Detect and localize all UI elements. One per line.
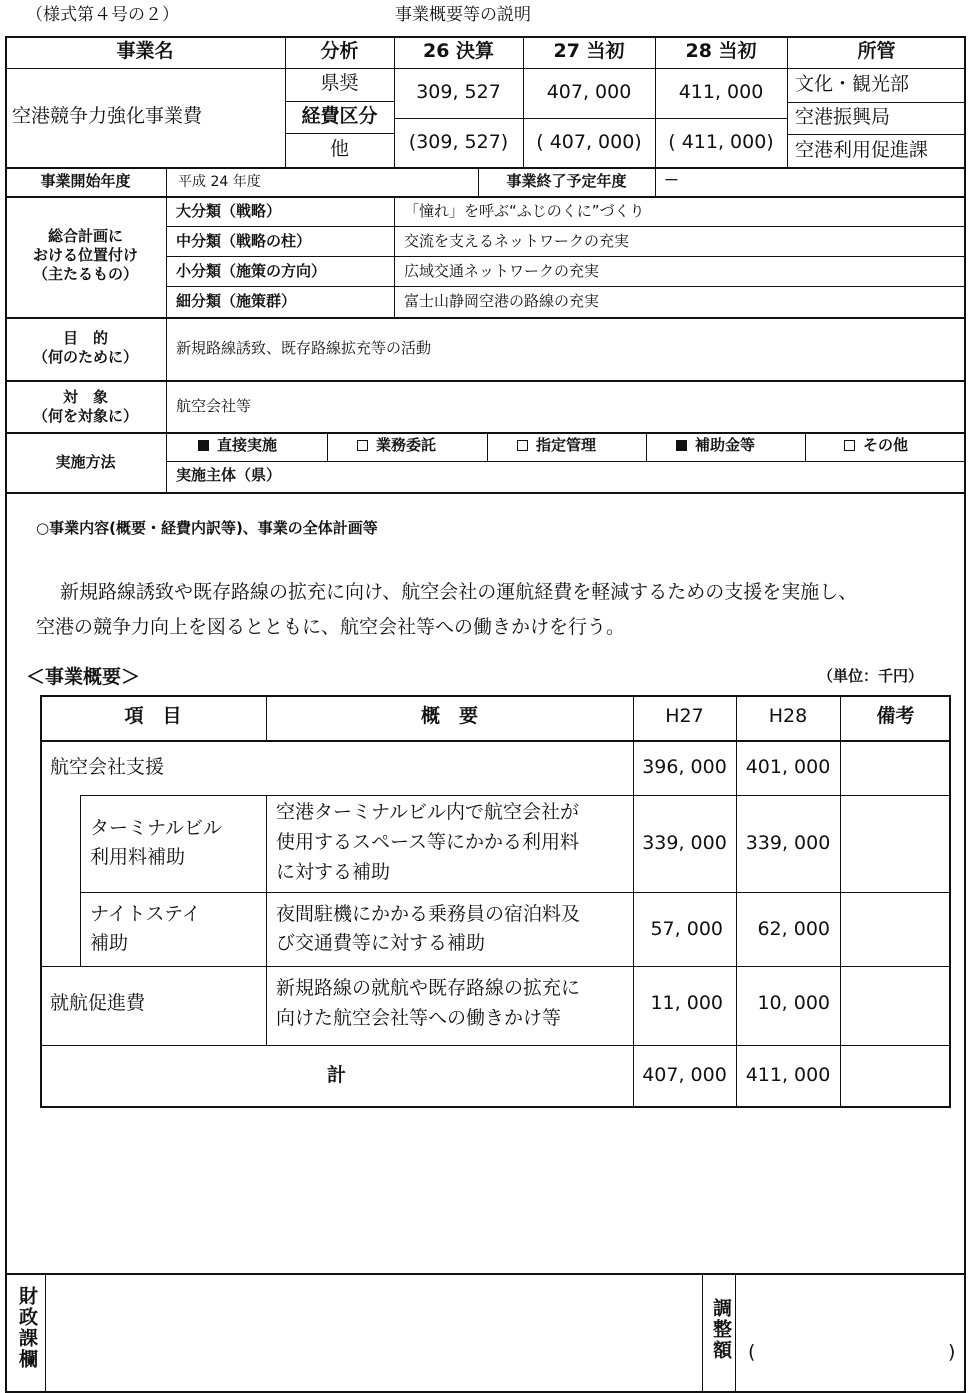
sho-bunrui-value: 広域交通ネットワークの充実	[404, 262, 600, 280]
chu-bunrui-label: 中分類（戦略の柱）	[176, 232, 312, 250]
row-nightstay-desc-1: 夜間駐機にかかる乗務員の宿泊料及	[276, 903, 581, 925]
total-label: 計	[326, 1064, 346, 1086]
sogo-label-3: （主たるもの）	[32, 265, 138, 283]
zaisei-ka-label: 財政課欄	[16, 1286, 38, 1370]
chosei-label: 調整額	[710, 1298, 732, 1361]
total-h28: 411, 000	[745, 1064, 831, 1086]
row-terminal-h27: 339, 000	[642, 832, 727, 854]
col-h28: H28	[768, 705, 808, 727]
dai-bunrui-value: 「憧れ」を呼ぶ“ふじのくに”づくり	[404, 202, 645, 220]
row-terminal-h28: 339, 000	[745, 832, 831, 854]
naiyo-heading: ○事業内容(概要・経費内訳等)、事業の全体計画等	[36, 519, 378, 537]
chu-bunrui-value: 交流を支えるネットワークの充実	[404, 232, 630, 250]
bunseki-label: 分析	[320, 40, 359, 62]
unit-label: （単位：千円）	[818, 667, 924, 685]
col-gaiyo: 概 要	[420, 705, 478, 727]
row-shuko-desc-2: 向けた航空会社等への働きかけ等	[276, 1007, 562, 1029]
row-nightstay-item-1: ナイトステイ	[90, 903, 201, 925]
row-nightstay-item-2: 補助	[90, 932, 129, 954]
col-28-tosho: 28 当初	[685, 40, 757, 62]
row-airline-support-h27: 396, 000	[642, 756, 727, 778]
end-year-label: 事業終了予定年度	[506, 172, 627, 190]
value-27: 407, 000	[546, 81, 632, 103]
option-hojokin: 補助金等	[676, 437, 755, 454]
mokuteki-label: 目 的	[62, 329, 108, 347]
dai-bunrui-label: 大分類（戦略）	[176, 202, 282, 220]
paren-value-27: ( 407, 000)	[536, 131, 642, 153]
value-28: 411, 000	[678, 81, 764, 103]
taisho-value: 航空会社等	[176, 397, 252, 415]
shokan-ka: 空港利用促進課	[795, 139, 929, 161]
row-nightstay-h27: 57, 000	[650, 918, 723, 940]
col-h27: H27	[665, 705, 704, 727]
value-26: 309, 527	[416, 81, 501, 103]
sho-bunrui-label: 小分類（施策の方向）	[176, 262, 327, 280]
gaiyo-heading: ＜事業概要＞	[26, 666, 141, 688]
naiyo-line-1: 新規路線誘致や既存路線の拡充に向け、航空会社の運航経費を軽減するための支援を実施し、	[60, 581, 858, 603]
chosei-close-paren: )	[948, 1341, 956, 1363]
row-terminal-item-2: 利用料補助	[90, 846, 186, 868]
ta-label: 他	[329, 138, 349, 160]
end-year-value: －	[664, 171, 680, 189]
sogo-label-2: おける位置付け	[32, 246, 138, 264]
checkbox-shitei-kanri	[517, 440, 528, 451]
naiyo-line-2: 空港の競争力向上を図るとともに、航空会社等への働きかけを行う。	[36, 616, 626, 638]
start-year-label: 事業開始年度	[40, 172, 131, 190]
row-shuko-h27: 11, 000	[650, 992, 723, 1014]
jisshi-label: 実施方法	[55, 453, 116, 471]
option-sonota: その他	[844, 437, 908, 454]
option-chokusetsu: 直接実施	[198, 437, 277, 454]
col-26-kessan: 26 決算	[422, 40, 495, 62]
row-airline-support-h28: 401, 000	[745, 756, 831, 778]
form-number: （様式第４号の２）	[26, 5, 179, 25]
chosei-open-paren: (	[748, 1341, 756, 1363]
row-shuko-desc-1: 新規路線の就航や既存路線の拡充に	[276, 977, 581, 999]
checkbox-chokusetsu	[198, 440, 209, 451]
sai-bunrui-label: 細分類（施策群）	[176, 292, 297, 310]
paren-value-28: ( 411, 000)	[668, 131, 774, 153]
row-shuko-item: 就航促進費	[50, 992, 146, 1014]
shokan-bu: 文化・観光部	[795, 73, 910, 95]
row-nightstay-desc-2: び交通費等に対する補助	[276, 932, 486, 954]
sai-bunrui-value: 富士山静岡空港の路線の充実	[404, 292, 600, 310]
start-year-value: 平成 24 年度	[178, 174, 261, 190]
row-nightstay-h28: 62, 000	[757, 918, 830, 940]
sogo-label-1: 総合計画に	[47, 227, 123, 245]
taisho-label: 対 象	[62, 388, 108, 406]
row-shuko-h28: 10, 000	[757, 992, 830, 1014]
taisho-sublabel: （何を対象に）	[32, 407, 138, 425]
option-gyomu-itaku: 業務委託	[357, 437, 436, 454]
row-terminal-desc-1: 空港ターミナルビル内で航空会社が	[276, 801, 580, 823]
checkbox-gyomu-itaku	[357, 440, 368, 451]
page-title: 事業概要等の説明	[395, 5, 531, 25]
mokuteki-sublabel: （何のために）	[32, 348, 138, 366]
checkbox-hojokin	[676, 440, 687, 451]
shokan-label: 所管	[857, 40, 896, 62]
paren-value-26: (309, 527)	[408, 131, 509, 153]
row-terminal-desc-3: に対する補助	[276, 861, 391, 883]
row-terminal-desc-2: 使用するスペース等にかかる利用料	[276, 831, 580, 853]
shokan-kyoku: 空港振興局	[795, 106, 891, 128]
kensho-label: 県奨	[320, 72, 359, 94]
row-terminal-item-1: ターミナルビル	[90, 817, 223, 839]
jigyomei-label: 事業名	[116, 40, 174, 62]
jisshi-shutai: 実施主体（県）	[176, 466, 282, 484]
row-airline-support-item: 航空会社支援	[50, 756, 165, 778]
checkbox-sonota	[844, 440, 855, 451]
mokuteki-value: 新規路線誘致、既存路線拡充等の活動	[176, 339, 432, 357]
col-koumoku: 項 目	[124, 705, 182, 727]
jigyo-name: 空港競争力強化事業費	[12, 105, 203, 127]
col-27-tosho: 27 当初	[553, 40, 625, 62]
keihi-kubun-label: 経費区分	[301, 105, 378, 127]
total-h27: 407, 000	[642, 1064, 727, 1086]
col-biko: 備考	[876, 705, 915, 727]
option-shitei-kanri: 指定管理	[517, 437, 596, 454]
